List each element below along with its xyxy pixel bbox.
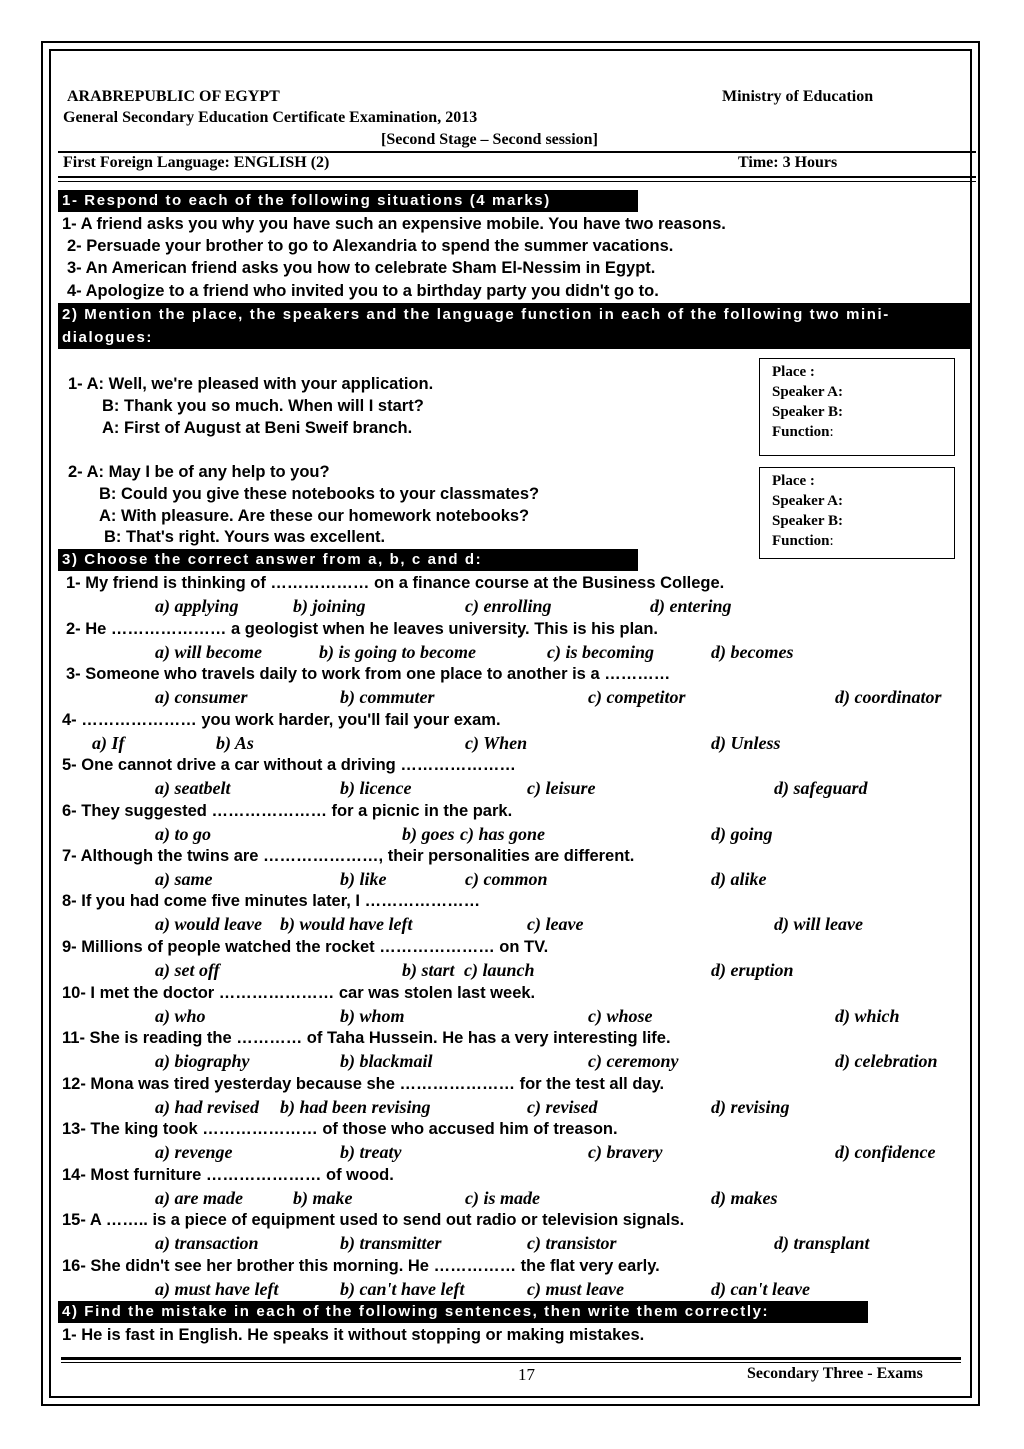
question-15-option-d: d) transplant (774, 1233, 870, 1253)
dialogue1-line1: 1- A: Well, we're pleased with your application. (68, 375, 434, 393)
series-title: Secondary Three - Exams (747, 1365, 923, 1382)
box2-speaker-b: Speaker B: (772, 513, 843, 529)
question-2-option-a: a) will become (155, 642, 262, 662)
question-6: 6- They suggested ………………… for a picnic in the park. (62, 802, 513, 820)
dialogue1-line3: A: First of August at Beni Sweif branch. (102, 419, 413, 437)
question-9-option-c: c) launch (464, 960, 535, 980)
question-14: 14- Most furniture ………………… of wood. (62, 1166, 394, 1184)
question-15-option-b: b) transmitter (340, 1233, 442, 1253)
question-8-option-d: d) will leave (774, 914, 863, 934)
question-1-option-b: b) joining (293, 596, 366, 616)
exam-time: Time: 3 Hours (738, 154, 838, 171)
question-6-option-a: a) to go (155, 824, 211, 844)
box2-place: Place : (772, 473, 815, 489)
question-10-option-d: d) which (835, 1006, 900, 1026)
question-5-option-d: d) safeguard (774, 778, 868, 798)
box1-speaker-a: Speaker A: (772, 384, 843, 400)
dialogue1-line2: B: Thank you so much. When will I start? (102, 397, 424, 415)
question-7-option-d: d) alike (711, 869, 767, 889)
question-13-option-c: c) bravery (588, 1142, 663, 1162)
box1-place: Place : (772, 364, 815, 380)
section2-title (58, 303, 972, 349)
question-5-option-c: c) leisure (527, 778, 596, 798)
situation-4: 4- Apologize to a friend who invited you to a birthday party you didn't go to. (67, 282, 659, 300)
question-11-option-d: d) celebration (835, 1051, 938, 1071)
question-8: 8- If you had come five minutes later, I ………………… (62, 892, 481, 910)
ministry-name: Ministry of Education (722, 88, 874, 105)
question-4-option-d: d) Unless (711, 733, 781, 753)
question-3: 3- Someone who travels daily to work from one place to another is a ………… (66, 665, 671, 683)
section2-title-line1: 2) Mention the place, the speakers and the language function in each of the following two mini- (62, 306, 890, 323)
question-15: 15- A …….. is a piece of equipment used to send out radio or television signals. (62, 1211, 685, 1229)
question-16-option-c: c) must leave (527, 1279, 624, 1299)
box2-function-label: Function (772, 533, 830, 549)
question-2-option-b: b) is going to become (319, 642, 476, 662)
exam-subject: First Foreign Language: ENGLISH (2) (63, 154, 330, 171)
box1-function-colon: : (829, 424, 834, 440)
question-6-option-c: c) has gone (460, 824, 545, 844)
question-10-option-c: c) whose (588, 1006, 653, 1026)
question-8-option-b: b) would have left (280, 914, 413, 934)
section4-title: 4) Find the mistake in each of the following sentences, then write them correctly: (58, 1301, 868, 1323)
question-4-option-a: a) If (92, 733, 125, 753)
question-15-option-a: a) transaction (155, 1233, 259, 1253)
question-14-option-d: d) makes (711, 1188, 778, 1208)
section3-title: 3) Choose the correct answer from a, b, c and d: (58, 549, 638, 571)
question-16-option-b: b) can't have left (340, 1279, 465, 1299)
question-12-option-c: c) revised (527, 1097, 598, 1117)
question-11-option-a: a) biography (155, 1051, 250, 1071)
answer-box-1 (759, 358, 955, 456)
question-12-option-a: a) had revised (155, 1097, 259, 1117)
question-9-option-b: b) start (402, 960, 455, 980)
question-10: 10- I met the doctor ………………… car was stolen last week. (62, 984, 536, 1002)
question-11-option-c: c) ceremony (588, 1051, 679, 1071)
question-10-option-b: b) whom (340, 1006, 405, 1026)
question-1-option-d: d) entering (650, 596, 732, 616)
mistake-sentence-1: 1- He is fast in English. He speaks it without stopping or making mistakes. (62, 1326, 645, 1344)
box2-function-colon: : (829, 533, 834, 549)
question-3-option-a: a) consumer (155, 687, 248, 707)
question-8-option-a: a) would leave (155, 914, 262, 934)
dialogue2-line1: 2- A: May I be of any help to you? (68, 463, 330, 481)
box1-function-label: Function (772, 424, 830, 440)
footer-rule-thick (61, 1357, 961, 1360)
question-6-option-b: b) goes (402, 824, 455, 844)
dialogue2-line3: A: With pleasure. Are these our homework notebooks? (99, 507, 530, 525)
question-9-option-a: a) set off (155, 960, 220, 980)
header-divider-bottom (58, 176, 976, 178)
question-4: 4- ………………… you work harder, you'll fail your exam. (62, 711, 501, 729)
question-2-option-d: d) becomes (711, 642, 794, 662)
question-2-option-c: c) is becoming (547, 642, 654, 662)
question-5: 5- One cannot drive a car without a driving ………………… (62, 756, 516, 774)
question-9-option-d: d) eruption (711, 960, 794, 980)
section1-title: 1- Respond to each of the following situations (4 marks) (58, 190, 638, 212)
question-5-option-b: b) licence (340, 778, 412, 798)
question-13-option-a: a) revenge (155, 1142, 233, 1162)
question-3-option-c: c) competitor (588, 687, 686, 707)
header-divider-thin (58, 181, 976, 182)
question-4-option-c: c) When (465, 733, 528, 753)
question-12-option-b: b) had been revising (280, 1097, 431, 1117)
question-14-option-c: c) is made (465, 1188, 540, 1208)
question-16-option-d: d) can't leave (711, 1279, 810, 1299)
question-8-option-c: c) leave (527, 914, 584, 934)
question-13-option-d: d) confidence (835, 1142, 936, 1162)
question-3-option-b: b) commuter (340, 687, 435, 707)
question-1-option-a: a) applying (155, 596, 239, 616)
question-5-option-a: a) seatbelt (155, 778, 231, 798)
question-11-option-b: b) blackmail (340, 1051, 433, 1071)
question-7-option-c: c) common (465, 869, 548, 889)
question-14-option-a: a) are made (155, 1188, 243, 1208)
question-9: 9- Millions of people watched the rocket ………………… on TV. (62, 938, 549, 956)
question-16: 16- She didn't see her brother this morning. He …………… the flat very early. (62, 1257, 660, 1275)
box1-function (772, 422, 954, 442)
question-7-option-b: b) like (340, 869, 387, 889)
situation-3: 3- An American friend asks you how to celebrate Sham El-Nessim in Egypt. (67, 259, 656, 277)
answer-box-2 (759, 467, 955, 559)
question-12-option-d: d) revising (711, 1097, 790, 1117)
exam-title: General Secondary Education Certificate Examination, 2013 (63, 109, 478, 126)
question-2: 2- He ………………… a geologist when he leaves university. This is his plan. (66, 620, 659, 638)
question-6-option-d: d) going (711, 824, 773, 844)
dialogue2-line2: B: Could you give these notebooks to your classmates? (99, 485, 540, 503)
question-10-option-a: a) who (155, 1006, 206, 1026)
footer-rule-thin (61, 1362, 961, 1363)
question-14-option-b: b) make (293, 1188, 353, 1208)
question-16-option-a: a) must have left (155, 1279, 279, 1299)
question-1-option-c: c) enrolling (465, 596, 552, 616)
country-name: ARABREPUBLIC OF EGYPT (67, 88, 280, 105)
question-13-option-b: b) treaty (340, 1142, 402, 1162)
header-divider-top (58, 151, 976, 153)
section2-title-line2: dialogues: (62, 329, 154, 346)
question-12: 12- Mona was tired yesterday because she ………………… for the test all day. (62, 1075, 665, 1093)
question-4-option-b: b) As (216, 733, 254, 753)
question-11: 11- She is reading the ………… of Taha Hussein. He has a very interesting life. (62, 1029, 671, 1047)
exam-stage: [Second Stage – Second session] (381, 131, 598, 148)
box2-speaker-a: Speaker A: (772, 493, 843, 509)
question-15-option-c: c) transistor (527, 1233, 617, 1253)
situation-2: 2- Persuade your brother to go to Alexandria to spend the summer vacations. (67, 237, 674, 255)
box2-function (772, 531, 954, 551)
question-3-option-d: d) coordinator (835, 687, 942, 707)
question-7-option-a: a) same (155, 869, 213, 889)
box1-speaker-b: Speaker B: (772, 404, 843, 420)
situation-1: 1- A friend asks you why you have such an expensive mobile. You have two reasons. (62, 215, 726, 233)
dialogue2-line4: B: That's right. Yours was excellent. (104, 528, 386, 546)
question-7: 7- Although the twins are …………………, their personalities are different. (62, 847, 635, 865)
page-number: 17 (518, 1365, 535, 1384)
question-1: 1- My friend is thinking of ……………… on a finance course at the Business College. (66, 574, 725, 592)
question-13: 13- The king took ………………… of those who accused him of treason. (62, 1120, 618, 1138)
